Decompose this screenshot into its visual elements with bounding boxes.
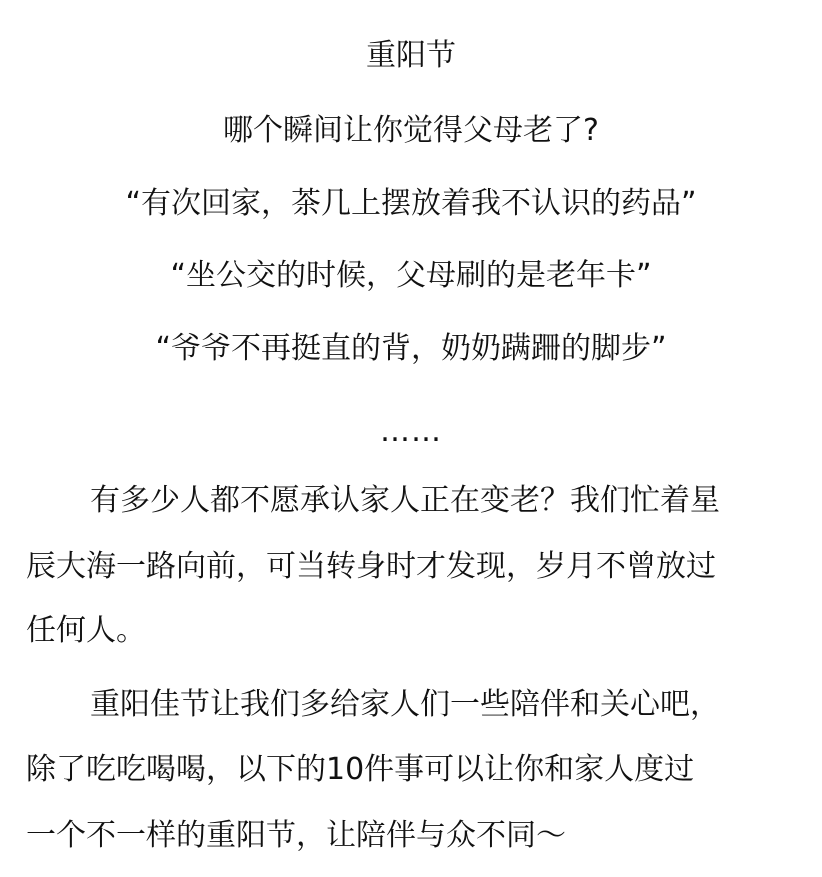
quote-line-1: “有次回家，茶几上摆放着我不认识的药品” xyxy=(125,186,697,221)
paragraph-2-line-1: 重阳佳节让我们多给家人们一些陪伴和关心吧， xyxy=(90,687,720,722)
ellipsis-separator: …… xyxy=(380,414,442,449)
paragraph-1-line-2: 辰大海一路向前，可当转身时才发现，岁月不曾放过 xyxy=(26,549,716,584)
paragraph-1-line-3: 任何人。 xyxy=(26,613,146,648)
quote-line-2: “坐公交的时候，父母刷的是老年卡” xyxy=(170,258,652,293)
paragraph-2-line-2: 除了吃吃喝喝，以下的10件事可以让你和家人度过 xyxy=(26,752,695,787)
quote-line-3: “爷爷不再挺直的背，奶奶蹒跚的脚步” xyxy=(155,331,667,366)
question-heading: 哪个瞬间让你觉得父母老了? xyxy=(223,113,599,148)
article-title: 重阳节 xyxy=(366,38,456,73)
paragraph-1-line-1: 有多少人都不愿承认家人正在变老？我们忙着星 xyxy=(90,483,720,518)
paragraph-2-line-3: 一个不一样的重阳节，让陪伴与众不同～ xyxy=(26,818,566,853)
